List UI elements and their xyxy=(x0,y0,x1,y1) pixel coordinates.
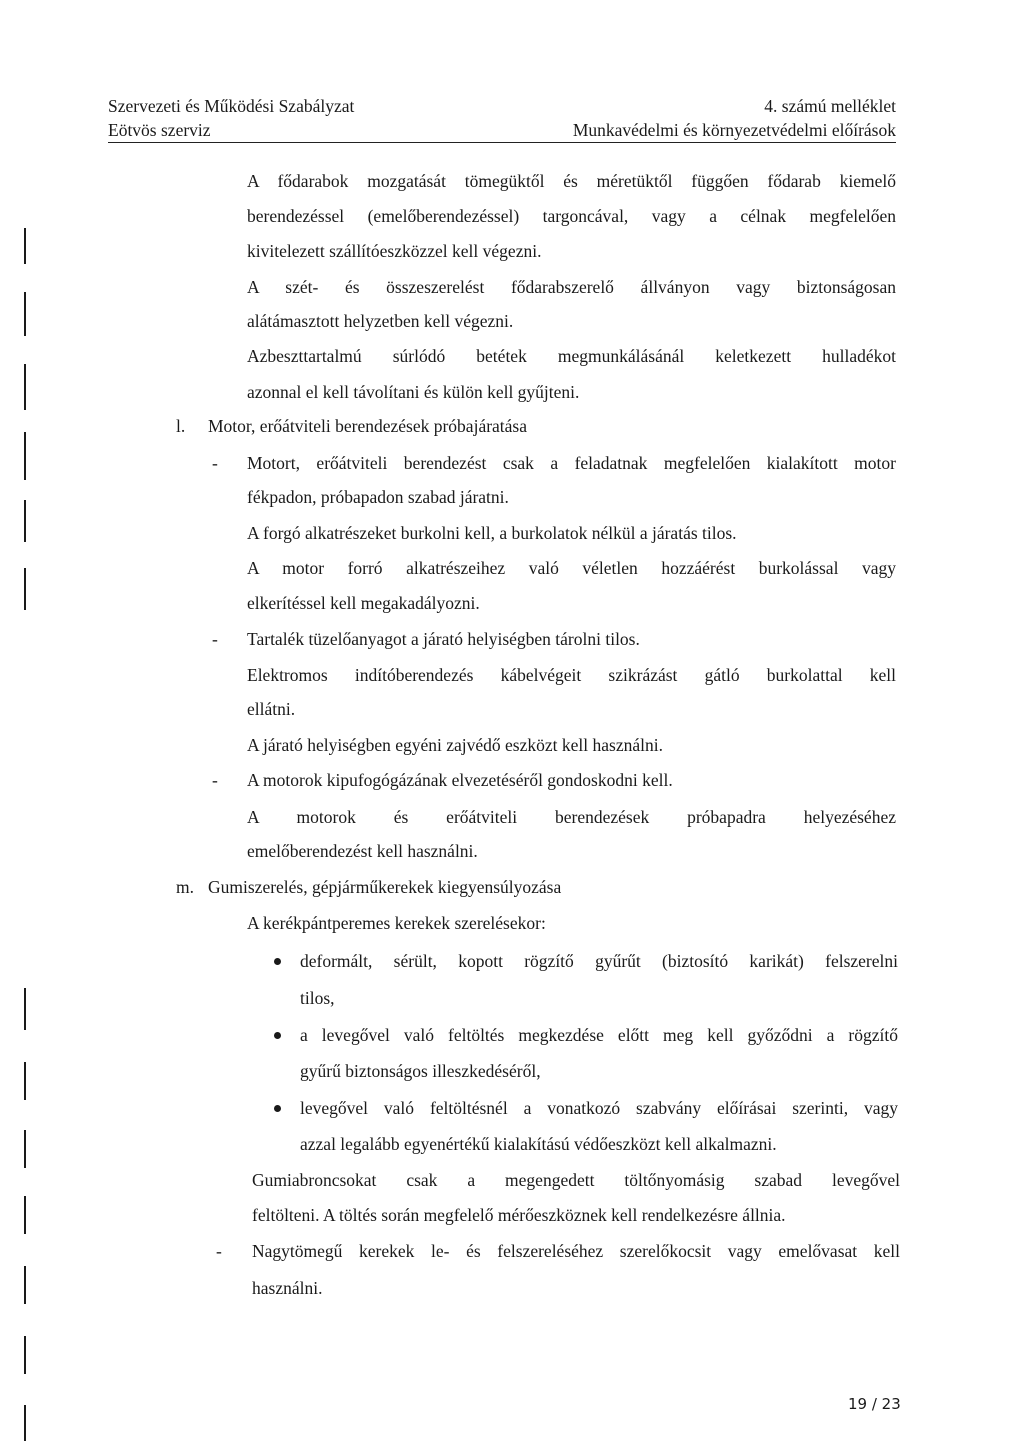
bullet-item-line: gyűrű biztonságos illeszkedéséről, xyxy=(300,1061,541,1081)
paragraph-line: A fődarabok mozgatását tömegüktől és méretüktől függően fődarab kiemelő xyxy=(247,171,896,191)
bullet-dot xyxy=(274,1105,281,1112)
paragraph-line: berendezéssel (emelőberendezéssel) targoncával, vagy a célnak megfelelően xyxy=(247,206,896,226)
header-left-subtitle: Eötvös szerviz xyxy=(108,120,211,140)
margin-change-bar xyxy=(24,432,26,480)
list-item-line: Tartalék tüzelőanyagot a járató helyiségben tárolni tilos. xyxy=(247,629,640,649)
margin-change-bar xyxy=(24,1266,26,1304)
list-item-line: ellátni. xyxy=(247,699,296,719)
list-item-line: A motorok és erőátviteli berendezések próbapadra helyezéséhez xyxy=(247,807,896,827)
bullet-item-line: deformált, sérült, kopott rögzítő gyűrűt (biztosító karikát) felszerelni xyxy=(300,951,898,971)
paragraph-line: azonnal el kell távolítani és külön kell gyűjteni. xyxy=(247,382,580,402)
header-right-title: 4. számú melléklet xyxy=(764,96,896,116)
list-item-line: fékpadon, próbapadon szabad járatni. xyxy=(247,487,509,507)
list-item-line: Motort, erőátviteli berendezést csak a feladatnak megfelelően kialakított motor xyxy=(247,453,896,473)
page-number: 19 / 23 xyxy=(848,1395,901,1413)
paragraph-line: Azbeszttartalmú súrlódó betétek megmunkálásánál keletkezett hulladékot xyxy=(247,346,896,366)
bullet-dot xyxy=(274,958,281,965)
margin-change-bar xyxy=(24,500,26,542)
dash-marker: - xyxy=(212,629,218,649)
list-item-line: elkerítéssel kell megakadályozni. xyxy=(247,593,480,613)
list-item-line: A járató helyiségben egyéni zajvédő eszközt kell használni. xyxy=(247,735,663,755)
list-item-line: Nagytömegű kerekek le- és felszereléséhez szerelőkocsit vagy emelővasat kell xyxy=(252,1241,900,1261)
paragraph-line: feltölteni. A töltés során megfelelő mérőeszköznek kell rendelkezésre állnia. xyxy=(252,1205,786,1225)
margin-change-bar xyxy=(24,568,26,610)
dash-marker: - xyxy=(216,1241,222,1261)
paragraph-line: alátámasztott helyzetben kell végezni. xyxy=(247,311,514,331)
paragraph-line: Gumiabroncsokat csak a megengedett töltőnyomásig szabad levegővel xyxy=(252,1170,900,1190)
dash-marker: - xyxy=(212,770,218,790)
dash-marker: - xyxy=(212,453,218,473)
section-title: Gumiszerelés, gépjárműkerekek kiegyensúlyozása xyxy=(208,877,562,897)
section-marker: m. xyxy=(176,877,194,897)
list-item-line: A motorok kipufogógázának elvezetéséről gondoskodni kell. xyxy=(247,770,673,790)
list-item-line: A forgó alkatrészeket burkolni kell, a burkolatok nélkül a járatás tilos. xyxy=(247,523,737,543)
bullet-item-line: azzal legalább egyenértékű kialakítású védőeszközt kell alkalmazni. xyxy=(300,1134,777,1154)
margin-change-bar xyxy=(24,1336,26,1374)
margin-change-bar xyxy=(24,364,26,410)
bullet-item-line: a levegővel való feltöltés megkezdése előtt meg kell győződni a rögzítő xyxy=(300,1025,898,1045)
margin-change-bar xyxy=(24,1062,26,1100)
header-right-subtitle: Munkavédelmi és környezetvédelmi előírások xyxy=(572,120,896,140)
list-item-line: A motor forró alkatrészeihez való véletlen hozzáérést burkolással vagy xyxy=(247,558,896,578)
bullet-dot xyxy=(274,1032,281,1039)
header-rule xyxy=(108,142,896,143)
list-item-line: használni. xyxy=(252,1278,323,1298)
margin-change-bar xyxy=(24,988,26,1030)
section-title: Motor, erőátviteli berendezések próbajáratása xyxy=(208,416,528,436)
paragraph-line: A szét- és összeszerelést fődarabszerelő állványon vagy biztonságosan xyxy=(247,277,896,297)
bullet-item-line: levegővel való feltöltésnél a vonatkozó szabvány előírásai szerinti, vagy xyxy=(300,1098,898,1118)
margin-change-bar xyxy=(24,1130,26,1168)
paragraph-line: kivitelezett szállítóeszközzel kell végezni. xyxy=(247,241,542,261)
list-item-line: Elektromos indítóberendezés kábelvégeit szikrázást gátló burkolattal kell xyxy=(247,665,896,685)
list-intro: A kerékpántperemes kerekek szerelésekor: xyxy=(247,913,546,933)
list-item-line: emelőberendezést kell használni. xyxy=(247,841,478,861)
margin-change-bar xyxy=(24,1196,26,1234)
section-marker: l. xyxy=(176,416,186,436)
margin-change-bar xyxy=(24,1405,26,1441)
header-left-title: Szervezeti és Működési Szabályzat xyxy=(108,96,355,116)
margin-change-bar xyxy=(24,228,26,264)
margin-change-bar xyxy=(24,292,26,336)
bullet-item-line: tilos, xyxy=(300,988,335,1008)
